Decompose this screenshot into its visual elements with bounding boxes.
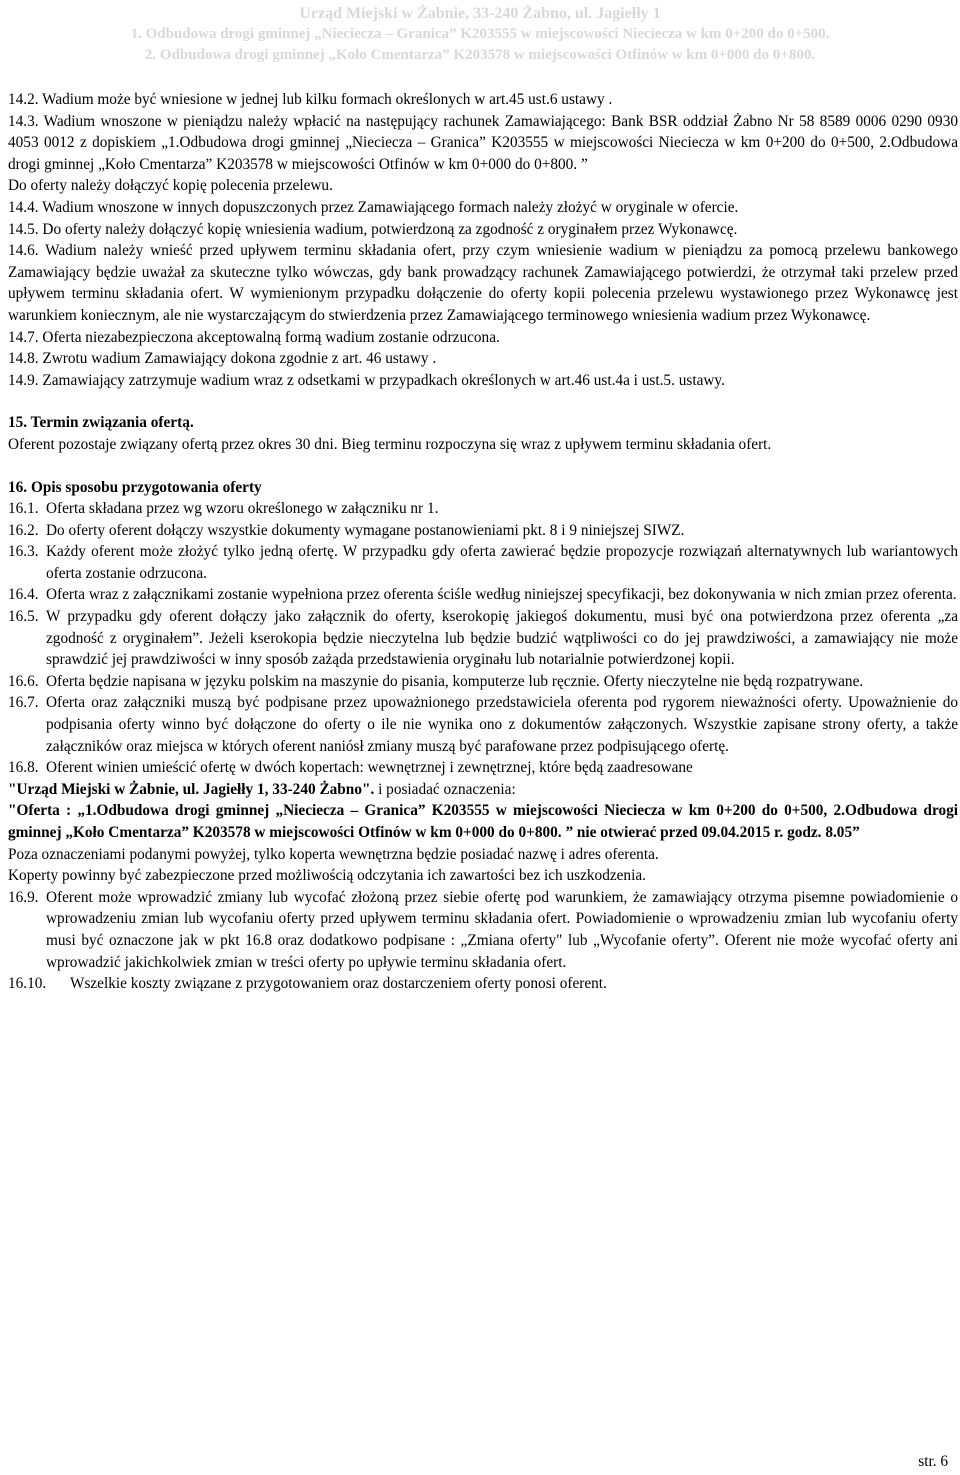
- item-text: Oferta składana przez wg wzoru określonego w załączniku nr 1.: [46, 500, 439, 518]
- item-number: 16.7.: [8, 694, 39, 712]
- section-16-title: 16. Opis sposobu przygotowania oferty: [8, 478, 262, 496]
- document-body: [8, 89, 958, 995]
- envelope-marking: "Oferta : „1.Odbudowa drogi gminnej „Niecieczа – Granica” K203555 w miejscowości Niecieczа w km 0+200 do 0+500, 2.Odbudowa drogi gminnej „Koło Cmentarza” K203578 w miejscowości Otfinów w km 0+000 do 0+800. ” nie otwierać przed 09.04.2015 r. godz. 8.05”: [8, 802, 958, 841]
- para-14-9: 14.9. Zamawiający zatrzymuje wadium wraz z odsetkami w przypadkach określonych w art.46 ust.4a i ust.5. ustawy.: [8, 371, 725, 389]
- page-number: str. 6: [918, 1453, 948, 1470]
- list-item: [8, 520, 958, 542]
- list-item-16-10: [8, 973, 958, 995]
- item-text: Wszelkie koszty związane z przygotowaniem oraz dostarczeniem oferty ponosi oferent.: [70, 975, 607, 993]
- address-rest: i posiadać oznaczenia:: [374, 780, 516, 798]
- address-line: [8, 779, 958, 801]
- item-text: Oferent winien umieścić ofertę w dwóch kopertach: wewnętrznej i zewnętrznej, które będą zaadresowane: [46, 759, 693, 777]
- item-number: 16.6.: [8, 672, 39, 690]
- item-number: 16.3.: [8, 543, 39, 561]
- list-item: [8, 498, 958, 520]
- para-14-8: 14.8. Zwrotu wadium Zamawiający dokona zgodnie z art. 46 ustawy .: [8, 350, 437, 368]
- list-item: [8, 584, 958, 606]
- item-number: 16.8.: [8, 759, 39, 777]
- para-14-2: 14.2. Wadium może być wniesione w jednej lub kilku formach określonych w art.45 ust.6 ustawy .: [8, 91, 613, 108]
- section-15-text: Oferent pozostaje związany ofertą przez okres 30 dni. Bieg terminu rozpoczyna się wraz z upływem terminu składania ofert.: [8, 435, 772, 453]
- para-14-5: 14.5. Do oferty należy dołączyć kopię wniesienia wadium, potwierdzoną za zgodność z oryginałem przez Wykonawcę.: [8, 220, 738, 238]
- list-item: [8, 757, 958, 779]
- item-text: Każdy oferent może złożyć tylko jedną ofertę. W przypadku gdy oferta zawierać będzie propozycje rozwiązań alternatywnych lub wariantowych oferta zostanie odrzucona.: [46, 543, 958, 582]
- address-bold: "Urząd Miejski w Żabnie, ul. Jagiełły 1, 33-240 Żabno".: [8, 780, 375, 798]
- list-item: [8, 692, 958, 757]
- section-15-title: 15. Termin związania ofertą.: [8, 414, 194, 432]
- item-number: 16.9.: [8, 888, 39, 906]
- para-14-6: 14.6. Wadium należy wnieść przed upływem terminu składania ofert, przy czym wniesienie wadium w pieniądzu za pomocą przelewu bankowego Zamawiający będzie uważał za skuteczne tylko wówczas, gdy bank prowadzący rachunek Zamawiającego potwierdzi, że otrzymał taki przelew przed upływem terminu składania ofert. W wymienionym przypadku dołączenie do oferty kopii polecenia przelewu wystawionego przez Wykonawcę jest warunkiem koniecznym, ale nie wystarczającym do stwierdzenia przez Zamawiającego terminowego wniesienia wadium przez Wykonawcę.: [8, 242, 958, 324]
- list-item: [8, 541, 958, 584]
- item-number: 16.4.: [8, 586, 39, 604]
- header-address: Urząd Miejski w Żabnie, 33-240 Żabno, ul. Jagiełły 1: [299, 5, 661, 22]
- header-task-2: 2. Odbudowa drogi gminnej „Koło Cmentarza” K203578 w miejscowości Otfinów w km 0+000 do 0+800.: [144, 47, 816, 63]
- section-16-list: [8, 498, 958, 779]
- para-14-3: 14.3. Wadium wnoszone w pieniądzu należy wpłacić na następujący rachunek Zamawiającego: Bank BSR oddział Żabno Nr 58 8589 0006 0290 0930 4053 0012 z dopiskiem „1.Odbudowa drogi gminnej „Niecieczа – Granica” K203555 w miejscowości Niecieczа w km 0+200 do 0+500, 2.Odbudowa drogi gminnej „Koło Cmentarza” K203578 w miejscowości Otfinów w km 0+000 do 0+800. ”: [8, 112, 958, 173]
- list-item-16-9: [8, 887, 958, 973]
- para-14-7: 14.7. Oferta niezabezpieczona akceptowalną formą wadium zostanie odrzucona.: [8, 328, 500, 346]
- item-text: Do oferty oferent dołączy wszystkie dokumenty wymagane postanowieniami pkt. 8 i 9 niniejszej SIWZ.: [46, 521, 685, 539]
- header-task-1: 1. Odbudowa drogi gminnej „Niecieczа – Granica” K203555 w miejscowości Niecieczа w km 0+200 do 0+500.: [130, 26, 830, 42]
- para-14-3-note: Do oferty należy dołączyć kopię polecenia przelewu.: [8, 177, 333, 195]
- item-number: 16.10.: [8, 975, 47, 993]
- item-number: 16.2.: [8, 521, 39, 539]
- item-text: W przypadku gdy oferent dołączy jako załącznik do oferty, kserokopię jakiegoś dokumentu, musi być ona potwierdzona przez oferenta „za zgodność z oryginałem”. Jeżeli kserokopia będzie nieczytelna lub będzie budzić wątpliwości co do jej prawdziwości, a zamawiający nie może sprawdzić jej prawdziwości w inny sposób zażąda przedstawienia oryginału lub notarialnie potwierdzonej kopii.: [46, 608, 958, 669]
- after-text-1: Poza oznaczeniami podanymi powyżej, tylko koperta wewnętrzna będzie posiadać nazwę i adres oferenta.: [8, 845, 659, 863]
- item-text: Oferta będzie napisana w języku polskim na maszynie do pisania, komputerze lub ręcznie. Oferty nieczytelne nie będą rozpatrywane.: [46, 672, 864, 690]
- item-text: Oferta wraz z załącznikami zostanie wypełniona przez oferenta ściśle według niniejszej specyfikacji, bez dokonywania w nich zmian przez oferenta.: [46, 586, 957, 604]
- list-item: [8, 671, 958, 693]
- item-text: Oferta oraz załączniki muszą być podpisane przez upoważnionego przedstawiciela oferenta pod rygorem nieważności oferty. Upoważnienie do podpisania oferty winno być dołączone do oferty o ile nie wynika ono z dokumentów załączonych. Wszystkie zapisane strony oferty, a także załączników oraz miejsca w których oferent naniósł zmiany muszą być parafowane przez podpisującego ofertę.: [46, 694, 958, 755]
- after-text-2: Koperty powinny być zabezpieczone przed możliwością odczytania ich zawartości bez ich uszkodzenia.: [8, 867, 646, 885]
- item-text: Oferent może wprowadzić zmiany lub wycofać złożoną przez siebie ofertę pod warunkiem, że zamawiający otrzyma pisemne powiadomienie o wprowadzeniu zmian lub wycofaniu oferty przed upływem terminu składania ofert. Powiadomienie o wprowadzeniu zmian lub wycofaniu oferty musi być oznaczone jak w pkt 16.8 oraz dodatkowo podpisane : „Zmiana oferty" lub „Wycofanie oferty”. Oferent nie może wycofać oferty ani wprowadzić jakichkolwiek zmian w treści oferty po upływie terminu składania ofert.: [46, 888, 958, 971]
- para-14-4: 14.4. Wadium wnoszone w innych dopuszczonych przez Zamawiającego formach należy złożyć w oryginale w ofercie.: [8, 198, 739, 216]
- list-item: [8, 606, 958, 671]
- item-number: 16.1.: [8, 500, 39, 518]
- item-number: 16.5.: [8, 608, 39, 626]
